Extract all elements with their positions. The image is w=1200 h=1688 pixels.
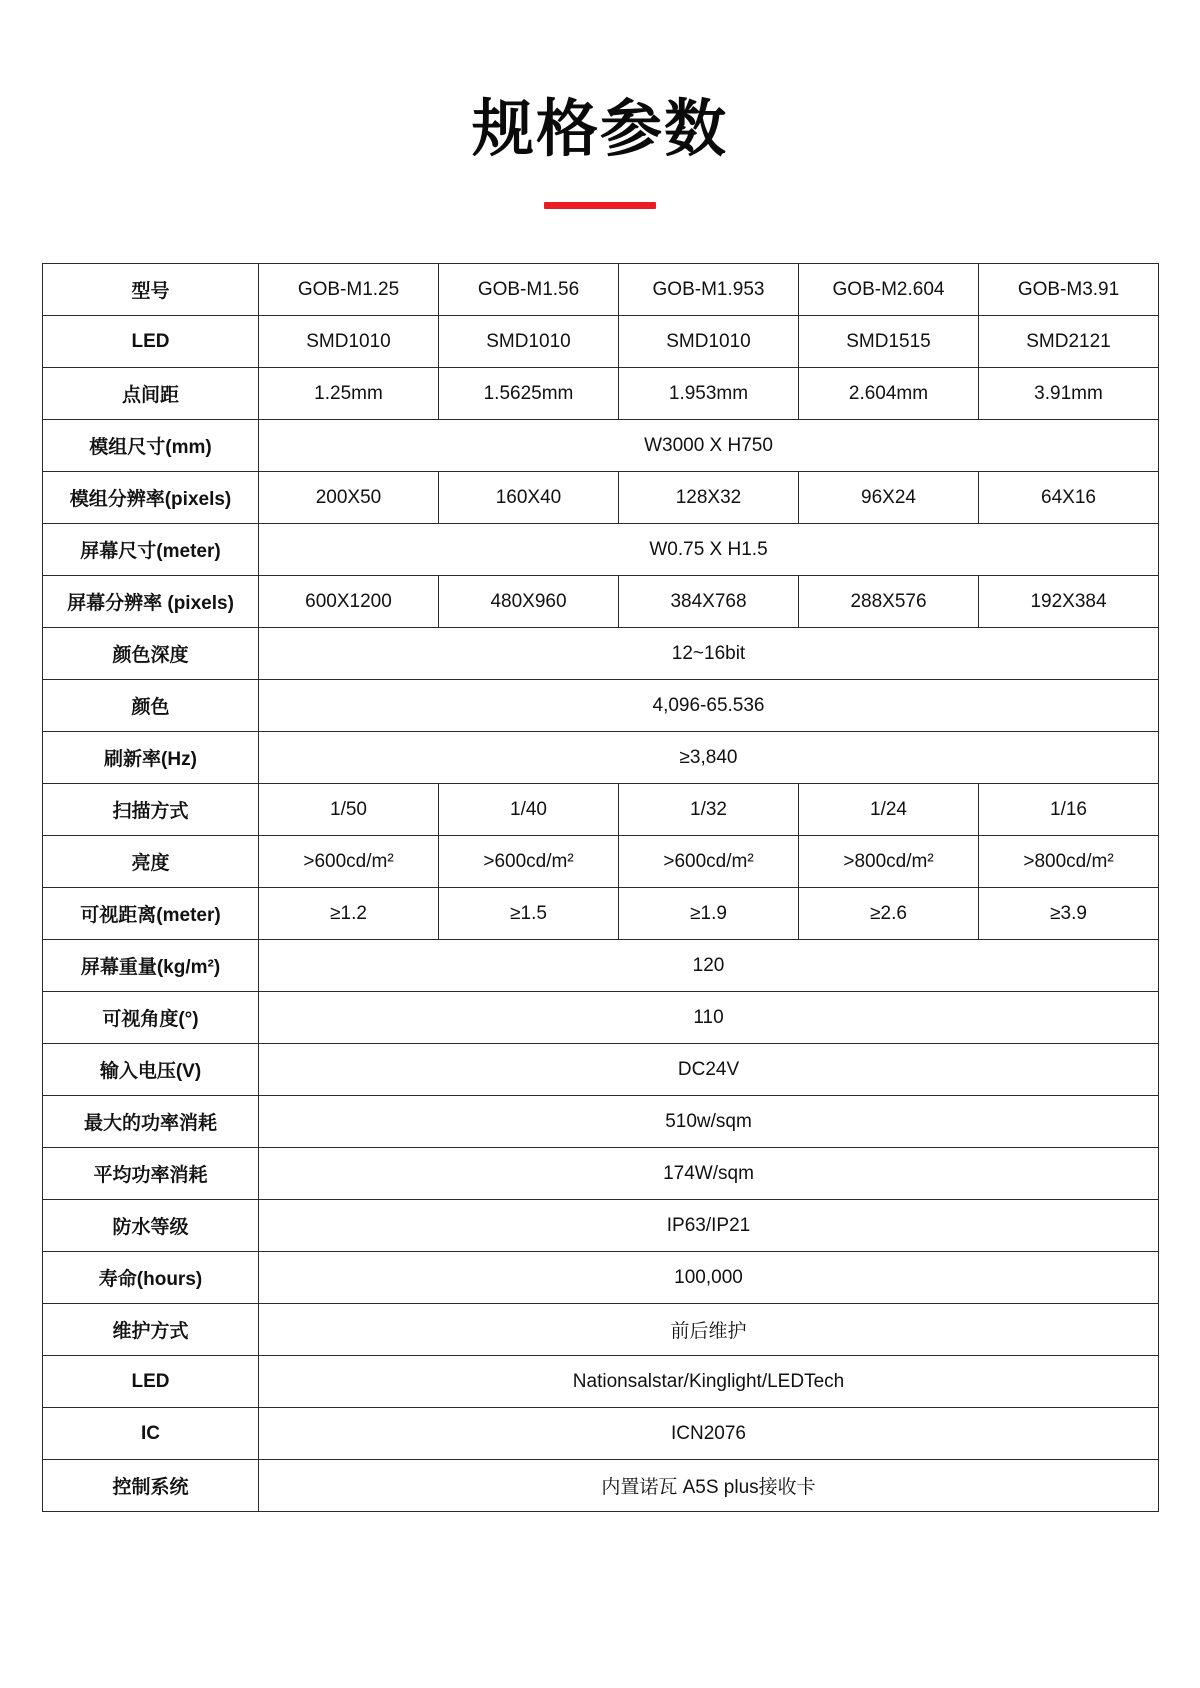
row-value-merged: 174W/sqm — [259, 1148, 1159, 1200]
table-row — [43, 1252, 1159, 1304]
row-value-merged: W0.75 X H1.5 — [259, 524, 1159, 576]
spec-table-container — [42, 263, 1158, 1512]
row-value-merged: ≥3,840 — [259, 732, 1159, 784]
row-label: 颜色深度 — [43, 628, 259, 680]
row-value-cell: 1/16 — [979, 784, 1159, 836]
row-value-merged: 110 — [259, 992, 1159, 1044]
row-label: 点间距 — [43, 368, 259, 420]
row-value-cell: ≥3.9 — [979, 888, 1159, 940]
row-value-cell: GOB-M1.56 — [439, 264, 619, 316]
row-value-merged: DC24V — [259, 1044, 1159, 1096]
row-value-cell: 200X50 — [259, 472, 439, 524]
table-row — [43, 992, 1159, 1044]
table-row — [43, 368, 1159, 420]
row-value-cell: GOB-M1.953 — [619, 264, 799, 316]
row-value-cell: 1/32 — [619, 784, 799, 836]
row-label: 输入电压(V) — [43, 1044, 259, 1096]
row-value-cell: SMD1010 — [439, 316, 619, 368]
row-value-merged: 510w/sqm — [259, 1096, 1159, 1148]
row-value-cell: >800cd/m² — [979, 836, 1159, 888]
row-value-merged: Nationsalstar/Kinglight/LEDTech — [259, 1356, 1159, 1408]
row-value-cell: ≥1.2 — [259, 888, 439, 940]
row-value-merged: 120 — [259, 940, 1159, 992]
table-row — [43, 628, 1159, 680]
row-label: 屏幕重量(kg/m²) — [43, 940, 259, 992]
row-value-merged: 4,096-65.536 — [259, 680, 1159, 732]
row-value-cell: GOB-M3.91 — [979, 264, 1159, 316]
row-value-cell: 1.5625mm — [439, 368, 619, 420]
row-value-cell: 64X16 — [979, 472, 1159, 524]
table-row — [43, 1356, 1159, 1408]
row-label: 防水等级 — [43, 1200, 259, 1252]
row-label: 可视角度(°) — [43, 992, 259, 1044]
row-value-cell: ≥1.9 — [619, 888, 799, 940]
table-row — [43, 1200, 1159, 1252]
row-value-cell: >600cd/m² — [439, 836, 619, 888]
row-label: 模组尺寸(mm) — [43, 420, 259, 472]
row-value-cell: SMD1010 — [259, 316, 439, 368]
row-value-cell: 160X40 — [439, 472, 619, 524]
row-label: LED — [43, 316, 259, 368]
row-value-cell: 96X24 — [799, 472, 979, 524]
row-value-cell: SMD2121 — [979, 316, 1159, 368]
table-row — [43, 680, 1159, 732]
table-row — [43, 420, 1159, 472]
table-row — [43, 836, 1159, 888]
table-row — [43, 264, 1159, 316]
row-label: 可视距离(meter) — [43, 888, 259, 940]
row-value-cell: 1.953mm — [619, 368, 799, 420]
table-row — [43, 472, 1159, 524]
row-value-cell: 1/50 — [259, 784, 439, 836]
row-label: 控制系统 — [43, 1460, 259, 1512]
row-value-cell: >800cd/m² — [799, 836, 979, 888]
row-label: 屏幕分辨率 (pixels) — [43, 576, 259, 628]
row-value-cell: 480X960 — [439, 576, 619, 628]
row-value-merged: 100,000 — [259, 1252, 1159, 1304]
table-row — [43, 784, 1159, 836]
row-value-merged: 前后维护 — [259, 1304, 1159, 1356]
page-title: 规格参数 — [471, 95, 728, 164]
row-label: 型号 — [43, 264, 259, 316]
row-label: 屏幕尺寸(meter) — [43, 524, 259, 576]
row-label: 最大的功率消耗 — [43, 1096, 259, 1148]
table-row — [43, 1148, 1159, 1200]
row-label: 寿命(hours) — [43, 1252, 259, 1304]
row-value-cell: 600X1200 — [259, 576, 439, 628]
row-value-cell: >600cd/m² — [619, 836, 799, 888]
table-row — [43, 1044, 1159, 1096]
row-value-cell: 288X576 — [799, 576, 979, 628]
table-row — [43, 940, 1159, 992]
title-underline-accent — [544, 202, 656, 209]
table-row — [43, 316, 1159, 368]
row-value-cell: GOB-M2.604 — [799, 264, 979, 316]
specification-table — [42, 263, 1159, 1512]
row-value-cell: 2.604mm — [799, 368, 979, 420]
row-label: 模组分辨率(pixels) — [43, 472, 259, 524]
row-value-cell: 1.25mm — [259, 368, 439, 420]
spec-table-body — [43, 264, 1159, 1512]
row-label: IC — [43, 1408, 259, 1460]
row-value-merged: ICN2076 — [259, 1408, 1159, 1460]
row-value-cell: 1/24 — [799, 784, 979, 836]
row-value-merged: W3000 X H750 — [259, 420, 1159, 472]
row-value-cell: ≥1.5 — [439, 888, 619, 940]
row-value-cell: GOB-M1.25 — [259, 264, 439, 316]
table-row — [43, 1460, 1159, 1512]
row-value-cell: 3.91mm — [979, 368, 1159, 420]
row-label: 扫描方式 — [43, 784, 259, 836]
row-value-cell: 128X32 — [619, 472, 799, 524]
row-value-merged: IP63/IP21 — [259, 1200, 1159, 1252]
row-label: 刷新率(Hz) — [43, 732, 259, 784]
row-label: LED — [43, 1356, 259, 1408]
table-row — [43, 732, 1159, 784]
table-row — [43, 1304, 1159, 1356]
title-block — [0, 0, 1200, 209]
row-value-cell: ≥2.6 — [799, 888, 979, 940]
row-value-cell: 192X384 — [979, 576, 1159, 628]
row-value-cell: SMD1010 — [619, 316, 799, 368]
table-row — [43, 576, 1159, 628]
row-value-merged: 内置诺瓦 A5S plus接收卡 — [259, 1460, 1159, 1512]
row-value-cell: SMD1515 — [799, 316, 979, 368]
table-row — [43, 1408, 1159, 1460]
row-value-merged: 12~16bit — [259, 628, 1159, 680]
row-value-cell: 384X768 — [619, 576, 799, 628]
table-row — [43, 524, 1159, 576]
row-label: 颜色 — [43, 680, 259, 732]
table-row — [43, 1096, 1159, 1148]
table-row — [43, 888, 1159, 940]
row-value-cell: >600cd/m² — [259, 836, 439, 888]
row-label: 亮度 — [43, 836, 259, 888]
row-label: 平均功率消耗 — [43, 1148, 259, 1200]
row-label: 维护方式 — [43, 1304, 259, 1356]
row-value-cell: 1/40 — [439, 784, 619, 836]
